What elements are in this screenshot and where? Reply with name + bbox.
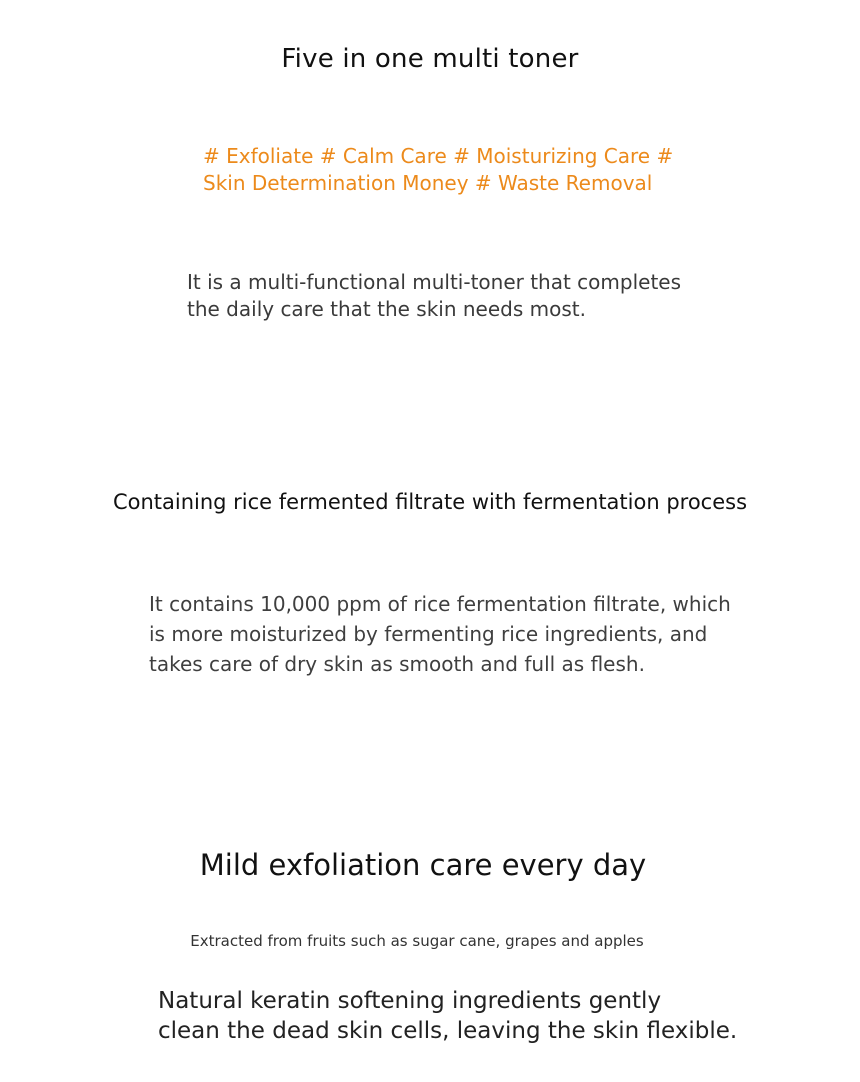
- description-line-3: takes care of dry skin as smooth and full as flesh.: [149, 652, 645, 676]
- section1-description: [187, 269, 681, 323]
- section3-description: [158, 986, 737, 1046]
- section1-title: Five in one multi toner: [281, 44, 579, 74]
- description-line-1: Natural keratin softening ingredients gently: [158, 988, 662, 1014]
- tag-line-1: # Exfoliate # Calm Care # Moisturizing Care #: [203, 144, 674, 168]
- description-line-1: It contains 10,000 ppm of rice fermentation filtrate, which: [149, 592, 731, 616]
- description-line-2: clean the dead skin cells, leaving the skin flexible.: [158, 1018, 738, 1044]
- section3-title: Mild exfoliation care every day: [199, 848, 647, 882]
- description-line-1: It is a multi-functional multi-toner that completes: [187, 270, 682, 294]
- description-line-2: the daily care that the skin needs most.: [187, 297, 586, 321]
- description-line-2: is more moisturized by fermenting rice ingredients, and: [149, 622, 708, 646]
- section2-title: Containing rice fermented filtrate with fermentation process: [112, 490, 748, 514]
- section1-tags: [203, 143, 673, 197]
- section2-description: [149, 589, 731, 679]
- section3-subtitle: Extracted from fruits such as sugar cane, grapes and apples: [190, 932, 644, 950]
- tag-line-2: Skin Determination Money # Waste Removal: [203, 171, 653, 195]
